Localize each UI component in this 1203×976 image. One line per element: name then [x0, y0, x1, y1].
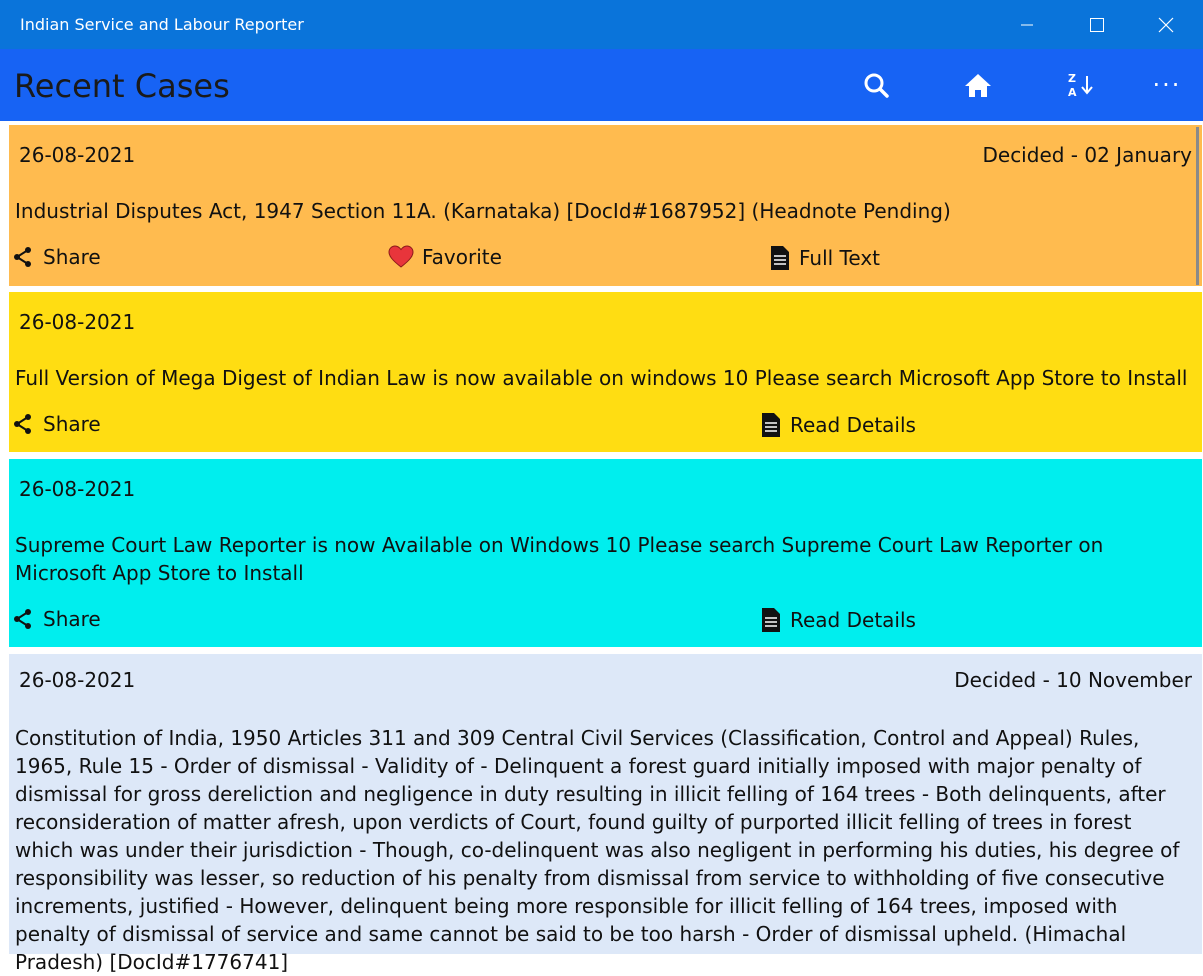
share-label: Share — [43, 245, 101, 269]
cases-list[interactable] — [0, 121, 1203, 974]
read-details-button[interactable] — [760, 412, 916, 438]
case-date: 26-08-2021 — [19, 668, 136, 692]
svg-text:A: A — [1068, 86, 1077, 99]
document-icon — [769, 245, 791, 271]
window-title: Indian Service and Labour Reporter — [20, 15, 304, 34]
share-button[interactable] — [11, 245, 101, 269]
more-icon: ··· — [1152, 71, 1182, 99]
share-icon — [11, 245, 35, 269]
sort-za-icon — [1065, 70, 1095, 100]
maximize-icon — [1089, 17, 1105, 33]
read-details-label: Read Details — [790, 413, 916, 437]
document-icon — [760, 607, 782, 633]
full-text-label: Full Text — [799, 246, 881, 270]
close-icon — [1158, 17, 1174, 33]
read-details-button[interactable] — [760, 607, 916, 633]
title-bar — [0, 0, 1203, 49]
minimize-button[interactable] — [992, 0, 1062, 49]
page-title: Recent Cases — [14, 67, 230, 105]
case-text: Supreme Court Law Reporter is now Available on Windows 10 Please search Supreme Court Law Reporter on Microsoft App Store to Install — [15, 533, 1104, 585]
case-card[interactable] — [9, 125, 1202, 286]
decided-date: Decided - 02 January — [982, 143, 1192, 167]
full-text-button[interactable] — [769, 245, 880, 271]
share-button[interactable] — [11, 607, 101, 631]
case-date: 26-08-2021 — [19, 143, 136, 167]
heart-icon — [388, 245, 414, 269]
decided-date: Decided - 10 November — [954, 668, 1192, 692]
case-date: 26-08-2021 — [19, 310, 136, 334]
case-card[interactable] — [9, 292, 1202, 452]
share-icon — [11, 607, 35, 631]
share-label: Share — [43, 607, 101, 631]
share-button[interactable] — [11, 412, 101, 436]
case-text: Industrial Disputes Act, 1947 Section 11A. (Karnataka) [DocId#1687952] (Headnote Pending) — [15, 199, 951, 223]
sort-button[interactable] — [1055, 61, 1105, 109]
home-button[interactable] — [953, 61, 1003, 109]
minimize-icon — [1020, 18, 1034, 32]
favorite-label: Favorite — [422, 245, 502, 269]
home-icon — [963, 71, 993, 99]
search-button[interactable] — [851, 61, 901, 109]
case-text: Constitution of India, 1950 Articles 311 and 309 Central Civil Services (Classification, Control and Appeal) Rules, 1965, Rule 15 - Order of dismissal - Validity of - Delinquent a forest guard initially imposed with major penalty of dismissal for gross dereliction and negligence in duty resulting in illicit felling of 164 trees - Both delinquents, after reconsideration of matter afresh, upon verdicts of Court, found guilty of purported illicit felling of trees in forest which was under their jurisdiction - Though, co-delinquent was also negligent in performing his duties, his degree of responsibility was lesser, so reduction of his penalty from dismissal from service to withholding of five consecutive increments, justified - However, delinquent being more responsible for illicit felling of 164 trees, imposed with penalty of dismissal of service and same cannot be said to be too harsh - Order of dismissal upheld. (Himachal Pradesh) [DocId#1776741] — [15, 726, 1180, 974]
document-icon — [760, 412, 782, 438]
case-card[interactable] — [9, 459, 1202, 647]
close-button[interactable] — [1131, 0, 1201, 49]
share-label: Share — [43, 412, 101, 436]
favorite-button[interactable] — [388, 245, 502, 269]
share-icon — [11, 412, 35, 436]
case-card[interactable] — [9, 654, 1202, 974]
app-bar — [0, 49, 1203, 121]
scrollbar[interactable] — [1196, 127, 1199, 285]
case-date: 26-08-2021 — [19, 477, 136, 501]
maximize-button[interactable] — [1062, 0, 1132, 49]
search-icon — [862, 71, 890, 99]
more-button[interactable] — [1142, 61, 1192, 109]
svg-text:Z: Z — [1068, 72, 1076, 85]
read-details-label: Read Details — [790, 608, 916, 632]
case-text: Full Version of Mega Digest of Indian Law is now available on windows 10 Please search Microsoft App Store to Install — [15, 366, 1188, 390]
